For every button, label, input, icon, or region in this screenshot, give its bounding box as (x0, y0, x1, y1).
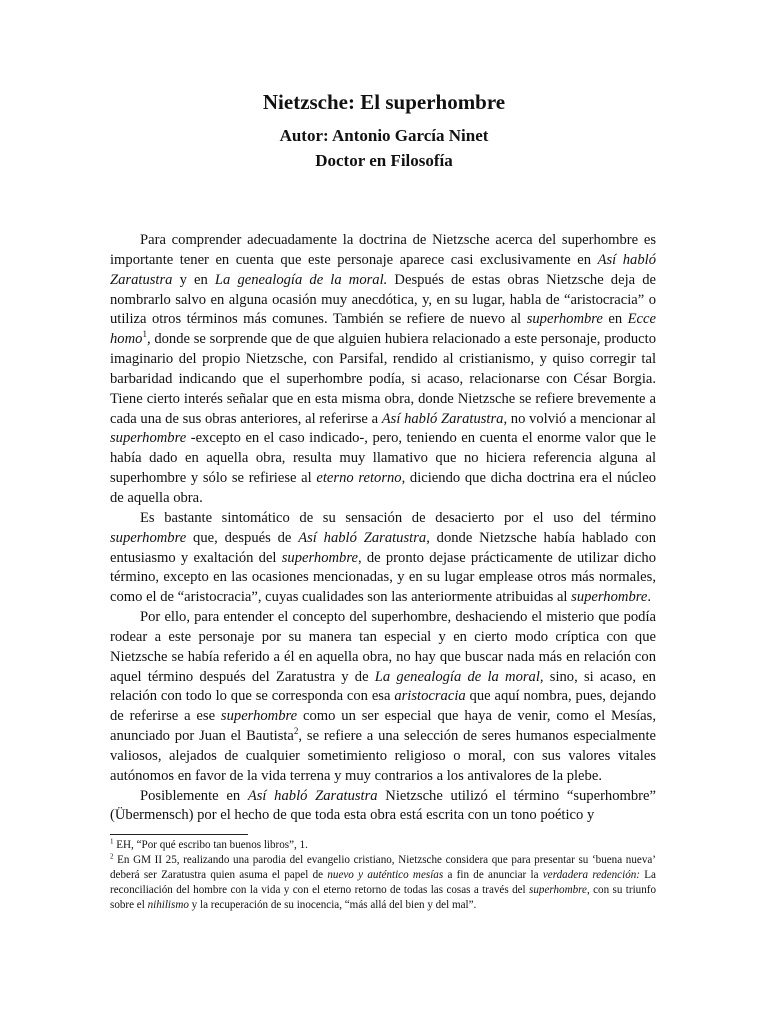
italic-text: Así habló Zaratustra (110, 251, 657, 288)
footnote-marker: 2 (293, 726, 299, 737)
text-run: , no volvió a mencionar al (503, 410, 656, 427)
text-run: que aquí nombra, pues, dejando de referirse a ese (110, 688, 656, 725)
italic-text: Así habló Zaratustra (247, 787, 378, 804)
text-run: -excepto en el caso indicado-, pero, teniendo en cuenta el enorme valor que le había dado en aquella obra, resulta muy llamativo que no hiciera referencia alguna al superhombre y sólo se refiriese al (110, 430, 656, 487)
italic-text: Ecce homo (110, 311, 656, 348)
italic-text: superhombre (110, 529, 187, 546)
italic-text: superhombre (281, 549, 358, 566)
text-run: Para comprender adecuadamente la doctrina de Nietzsche acerca del superhombre es importante tener en cuenta que este personaje aparece casi exclusivamente en (110, 232, 656, 268)
text-run: , donde se sorprende que de que alguien hubiera relacionado a este personaje, producto imaginario del propio Nietzsche, con Parsifal, rendido al cristianismo, y quiso corregir tal barbaridad indicando que el superhombre podía, si acaso, relacionarse con César Borgia. Tiene cierto interés señalar que en esta misma obra, donde Nietzsche se refiere brevemente a cada una de sus obras anteriores, al referirse a (110, 331, 656, 427)
body-paragraph (110, 787, 656, 827)
text-run: Después de estas obras Nietzsche deja de nombrarlo salvo en alguna ocasión muy anecdótica, y, en su lugar, habla de “aristocracia” o utiliza otros términos más comunes. También se refiere de nuevo al (110, 271, 656, 328)
text-run: En GM II 25, realizando una parodia del evangelio cristiano, Nietzsche considera que para presentar su ‘buena nueva’ deberá ser Zaratustra quien asuma el papel de (110, 853, 656, 881)
text-run: La reconciliación del hombre con la vida y con el eterno retorno de todas las cosas a través del (110, 868, 656, 896)
italic-text: superhombre (110, 430, 187, 447)
italic-text: nuevo y auténtico mesías (327, 868, 444, 881)
text-run: y la recuperación de su inocencia, “más allá del bien y del mal”. (188, 898, 477, 911)
italic-text: La genealogía de la moral. (214, 271, 388, 288)
page-title: Nietzsche: El superhombre (262, 90, 506, 114)
italic-text: Así habló Zaratustra (298, 529, 427, 546)
text-run: EH, “Por qué escribo tan buenos libros”, 1. (113, 839, 308, 851)
text-run: Es bastante sintomático de su sensación de desacierto por el uso del término (140, 509, 656, 526)
footnote-separator (110, 834, 248, 835)
italic-text: superhombre (529, 883, 587, 896)
italic-text: superhombre (220, 708, 298, 725)
text-run: que, después de (186, 529, 299, 546)
text-run: Posiblemente en (140, 787, 248, 804)
footnote (110, 838, 656, 853)
italic-text: Así habló Zaratustra (381, 410, 504, 427)
author-line: Autor: Antonio García Ninet (279, 126, 489, 145)
text-run: , diciendo que dicha doctrina era el núcleo de aquella obra. (110, 470, 656, 506)
body-paragraph (110, 608, 656, 787)
italic-text: nihilismo (147, 898, 189, 911)
footnote-marker: 2 (110, 852, 114, 861)
italic-text: superhombre (571, 589, 648, 606)
body-paragraph (110, 231, 656, 509)
body-paragraph (110, 509, 656, 608)
text-run: . (647, 589, 652, 606)
italic-text: aristocracia (394, 688, 466, 705)
italic-text: superhombre (526, 311, 603, 328)
text-run: y en (172, 271, 215, 288)
text-run: , sino, si acaso, en relación con todo lo que se corresponda con esa (110, 668, 656, 705)
degree-line: Doctor en Filosofía (315, 151, 453, 170)
italic-text: eterno retorno (316, 470, 402, 487)
body-text (110, 231, 656, 826)
text-run: como un ser especial que haya de venir, como el Mesías, anunciado por Juan el Bautista (110, 708, 656, 745)
text-run: en (602, 311, 628, 328)
italic-text: verdadera redención: (542, 868, 640, 881)
text-run: , con su triunfo sobre el (110, 883, 656, 911)
footnotes (110, 838, 656, 913)
text-run: a fin de anunciar la (443, 868, 543, 881)
text-run: Por ello, para entender el concepto del superhombre, deshaciendo el misterio que podía rodear a este personaje por su manera tan especial y en cierto modo críptica con que Nietzsche se había referido a él en aquella obra, no hay que buscar nada más en relación con aquel término después del Zaratustra y de (110, 609, 656, 685)
text-run: , se refiere a una selección de seres humanos especialmente valiosos, alejados de cualquier sometimiento religioso o moral, con sus valores vitales autónomos en favor de la vida terrena y muy contrarios a los antivalores de la plebe. (110, 728, 656, 784)
text-run: , donde Nietzsche había hablado con entusiasmo y exaltación del (110, 529, 657, 566)
text-run: , de pronto dejase prácticamente de utilizar dicho término, excepto en las ocasiones mencionadas, y en su lugar emplease otros más normales, como el de “aristocracia”, cuyas cualidades son las anteriormente atribuidas al (110, 549, 656, 606)
footnote-marker: 1 (110, 837, 114, 846)
footnote-marker: 1 (142, 329, 147, 340)
text-run: Nietzsche utilizó el término “superhombre” (Übermensch) por el hecho de que toda esta obra está escrita con un tono poético y (110, 787, 656, 824)
italic-text: La genealogía de la moral (374, 668, 540, 685)
footnote (110, 853, 656, 913)
